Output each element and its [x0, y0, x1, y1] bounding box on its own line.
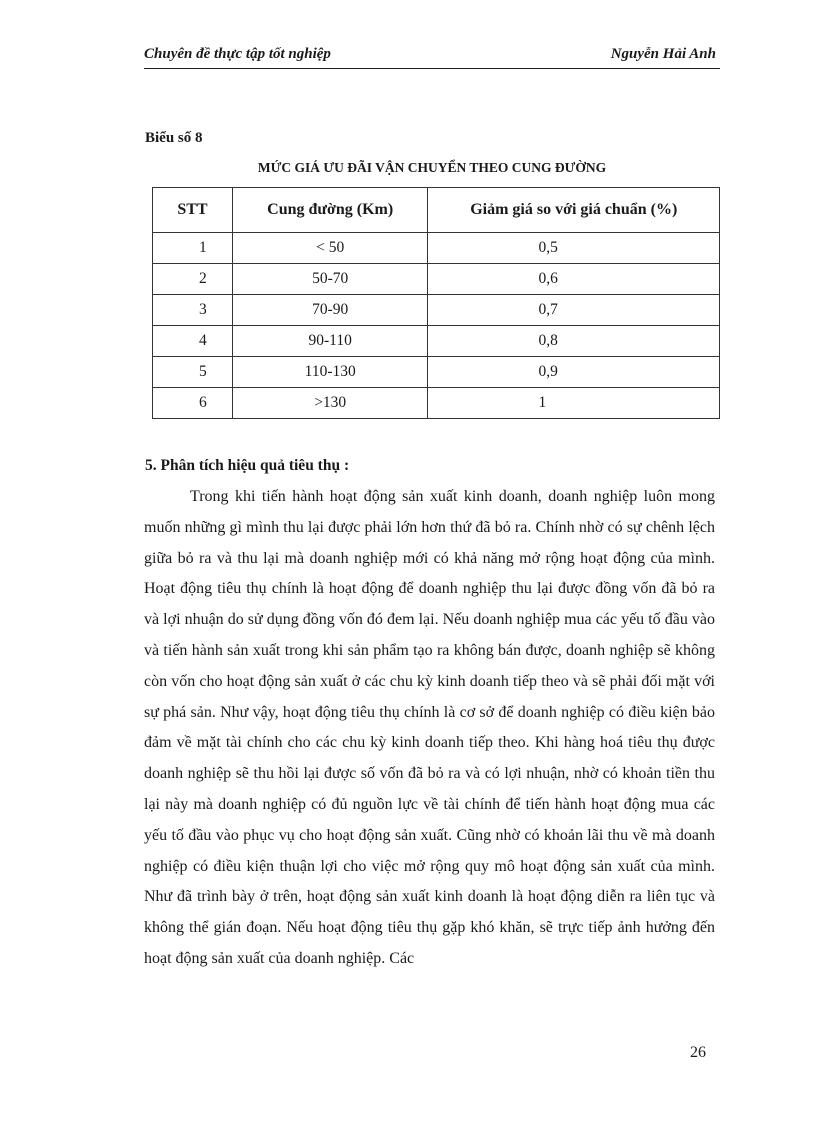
row-discount: 0,7 — [428, 295, 720, 326]
table-title: MỨC GIÁ ƯU ĐÃI VẬN CHUYỂN THEO CUNG ĐƯỜNG — [257, 160, 607, 175]
discount-table — [152, 187, 720, 419]
header-discount: Giảm giá so với giá chuẩn (%) — [428, 188, 720, 233]
row-distance: 70-90 — [232, 295, 428, 326]
table-row — [153, 357, 720, 388]
table-row — [153, 264, 720, 295]
row-distance: >130 — [232, 388, 428, 419]
page-number: 26 — [690, 1044, 706, 1061]
table-header-row — [153, 188, 720, 233]
table-row — [153, 326, 720, 357]
header-author: Nguyễn Hải Anh — [610, 46, 716, 62]
header-distance: Cung đường (Km) — [232, 188, 428, 233]
row-stt: 3 — [153, 295, 233, 326]
table-label: Biểu số 8 — [145, 130, 203, 146]
body-paragraph: Trong khi tiến hành hoạt động sản xuất kinh doanh, doanh nghiệp luôn mong muốn những gì mình thu lại được phải lớn hơn thứ đã bỏ ra. Chính nhờ có sự chênh lệch giữa bỏ ra và thu lại mà doanh nghiệp mới có khả năng mở rộng hoạt động của mình. Hoạt động tiêu thụ chính là hoạt động để doanh nghiệp thu lại được đồng vốn đã bỏ ra và lợi nhuận do sử dụng đồng vốn đó đem lại. Nếu doanh nghiệp mua các yếu tố đầu vào và tiến hành sản xuất trong khi sản phẩm tạo ra không bán được, doanh nghiệp sẽ không còn vốn cho hoạt động sản xuất ở các chu kỳ kinh doanh tiếp theo và sẽ phải đối mặt với sự phá sản. Như vậy, hoạt động tiêu thụ chính là cơ sở để doanh nghiệp có điều kiện bảo đảm về mặt tài chính cho các chu kỳ kinh doanh tiếp theo. Khi hàng hoá tiêu thụ được doanh nghiệp sẽ thu hồi lại được số vốn đã bỏ ra và có lợi nhuận, nhờ có khoản tiền thu lại này mà doanh nghiệp có đủ nguồn lực về tài chính để tiến hành hoạt động mua các yếu tố đầu vào phục vụ cho hoạt động sản xuất. Cũng nhờ có khoản lãi thu về mà doanh nghiệp có điều kiện thuận lợi cho việc mở rộng quy mô hoạt động sản xuất của mình. Như đã trình bày ở trên, hoạt động sản xuất kinh doanh là hoạt động diễn ra liên tục và không thể gián đoạn. Nếu hoạt động tiêu thụ gặp khó khăn, sẽ trực tiếp ảnh hưởng đến hoạt động sản xuất của doanh nghiệp. Các — [144, 488, 715, 967]
row-distance: 90-110 — [232, 326, 428, 357]
row-distance: < 50 — [232, 233, 428, 264]
row-discount: 0,9 — [428, 357, 720, 388]
row-distance: 50-70 — [232, 264, 428, 295]
section-heading: 5. Phân tích hiệu quả tiêu thụ : — [145, 457, 350, 474]
header-left-title: Chuyên đề thực tập tốt nghiệp — [144, 46, 331, 62]
table-row — [153, 388, 720, 419]
row-stt: 6 — [153, 388, 233, 419]
row-stt: 2 — [153, 264, 233, 295]
row-discount: 0,6 — [428, 264, 720, 295]
row-stt: 5 — [153, 357, 233, 388]
header-stt: STT — [153, 188, 233, 233]
page-header — [144, 44, 720, 69]
row-stt: 4 — [153, 326, 233, 357]
row-discount: 0,8 — [428, 326, 720, 357]
row-discount: 0,5 — [428, 233, 720, 264]
row-discount: 1 — [428, 388, 720, 419]
row-distance: 110-130 — [232, 357, 428, 388]
table-row — [153, 295, 720, 326]
row-stt: 1 — [153, 233, 233, 264]
table-row — [153, 233, 720, 264]
